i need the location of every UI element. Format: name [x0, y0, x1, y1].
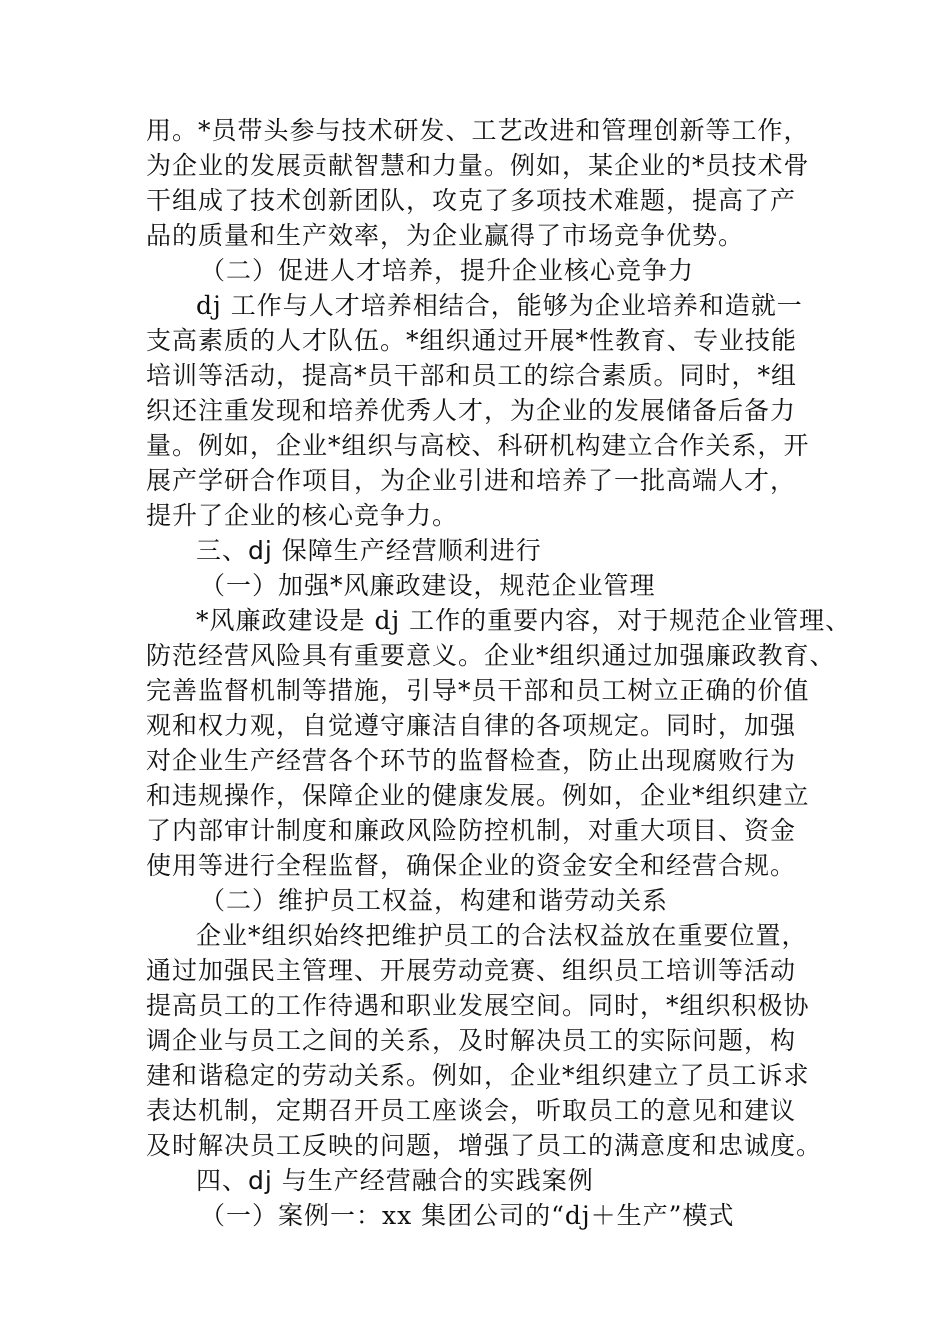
subsection-heading: （二）维护员工权益，构建和谐劳动关系 [200, 886, 669, 915]
section-heading: 四、dj 与生产经营融合的实践案例 [196, 1166, 594, 1195]
subsection-heading: （一）案例一：xx 集团公司的“dj＋生产”模式 [200, 1201, 735, 1230]
body-text-line: 防范经营风险具有重要意义。企业*组织通过加强廉政教育、 [146, 641, 836, 670]
body-text-line: 通过加强民主管理、开展劳动竞赛、组织员工培训等活动 [146, 956, 797, 985]
body-text-line: 提高员工的工作待遇和职业发展空间。同时，*组织积极协 [146, 991, 810, 1020]
body-text-line: 干组成了技术创新团队，攻克了多项技术难题，提高了产 [146, 186, 797, 215]
body-text-line: 对企业生产经营各个环节的监督检查，防止出现腐败行为 [146, 746, 797, 775]
body-text-line: 和违规操作，保障企业的健康发展。例如，企业*组织建立 [146, 781, 810, 810]
paragraph-first-line: 企业*组织始终把维护员工的合法权益放在重要位置， [196, 921, 808, 950]
body-text-line: 及时解决员工反映的问题，增强了员工的满意度和忠诚度。 [146, 1131, 823, 1160]
body-text-line: 展产学研合作项目，为企业引进和培养了一批高端人才， [146, 466, 797, 495]
body-text-line: 完善监督机制等措施，引导*员干部和员工树立正确的价值 [146, 676, 810, 705]
body-text-line: 织还注重发现和培养优秀人才，为企业的发展储备后备力 [146, 396, 797, 425]
body-text-line: 为企业的发展贡献智慧和力量。例如，某企业的*员技术骨 [146, 151, 810, 180]
body-text-line: 培训等活动，提高*员干部和员工的综合素质。同时，*组 [146, 361, 798, 390]
body-text-line: 表达机制，定期召开员工座谈会，听取员工的意见和建议 [146, 1096, 797, 1125]
subsection-heading: （一）加强*风廉政建设，规范企业管理 [200, 571, 656, 600]
body-text-line: 建和谐稳定的劳动关系。例如，企业*组织建立了员工诉求 [146, 1061, 810, 1090]
body-text-line: 用。*员带头参与技术研发、工艺改进和管理创新等工作， [146, 116, 810, 145]
paragraph-first-line: dj 工作与人才培养相结合，能够为企业培养和造就一 [196, 291, 803, 320]
body-text-line: 观和权力观，自觉遵守廉洁自律的各项规定。同时，加强 [146, 711, 797, 740]
body-text-line: 了内部审计制度和廉政风险防控机制，对重大项目、资金 [146, 816, 797, 845]
body-text-line: 使用等进行全程监督，确保企业的资金安全和经营合规。 [146, 851, 797, 880]
subsection-heading: （二）促进人才培养，提升企业核心竞争力 [200, 256, 695, 285]
body-text-line: 提升了企业的核心竞争力。 [146, 501, 459, 530]
body-text-line: 量。例如，企业*组织与高校、科研机构建立合作关系，开 [146, 431, 810, 460]
paragraph-first-line: *风廉政建设是 dj 工作的重要内容，对于规范企业管理、 [196, 606, 852, 635]
body-text-line: 支高素质的人才队伍。*组织通过开展*性教育、专业技能 [146, 326, 798, 355]
section-heading: 三、dj 保障生产经营顺利进行 [196, 536, 542, 565]
body-text-line: 品的质量和生产效率，为企业赢得了市场竞争优势。 [146, 221, 745, 250]
body-text-line: 调企业与员工之间的关系，及时解决员工的实际问题，构 [146, 1026, 797, 1055]
